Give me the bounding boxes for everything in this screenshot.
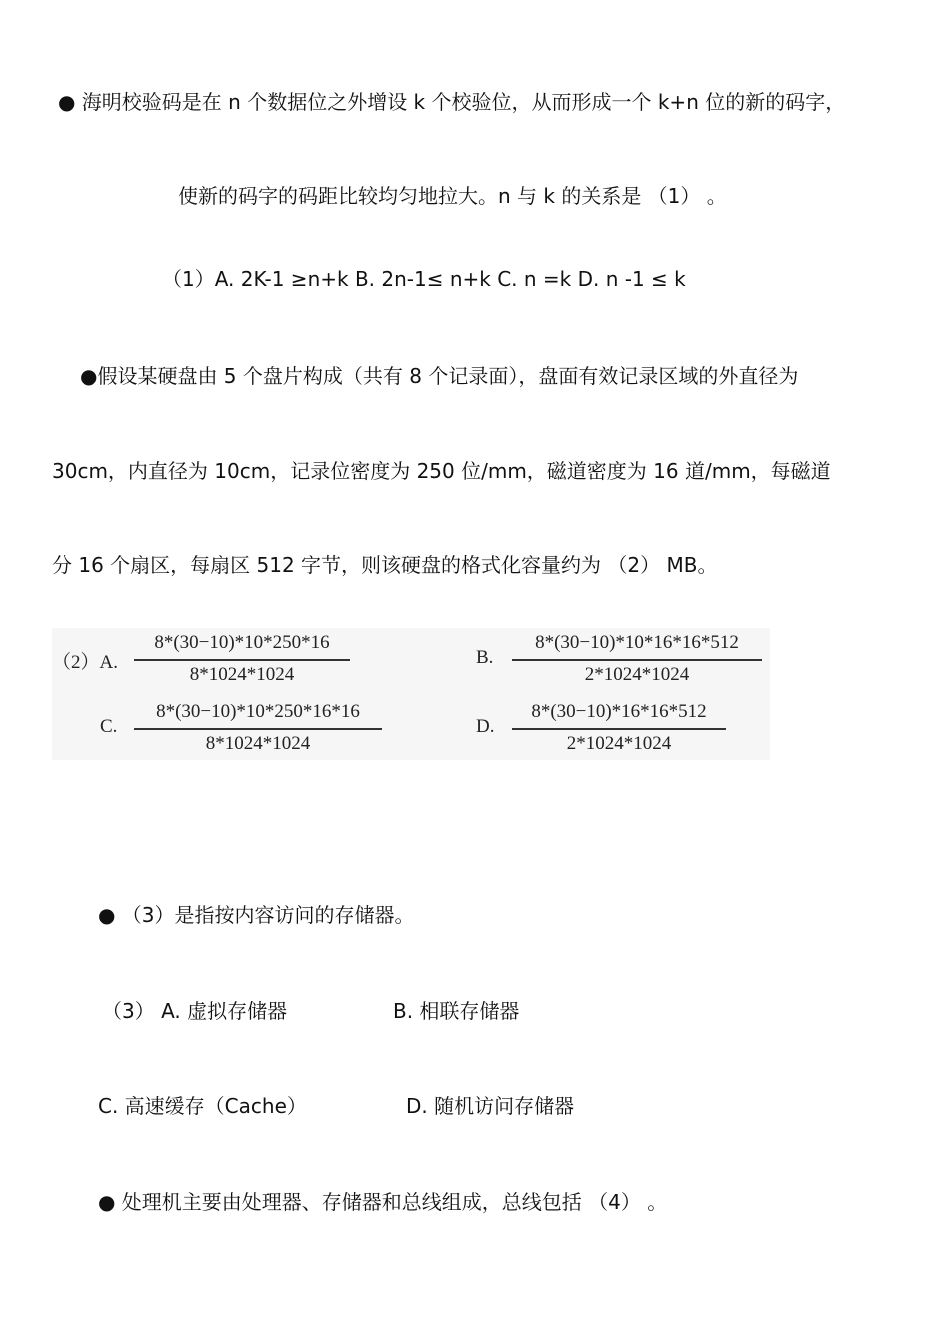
q2-option-d-fraction-bar <box>512 728 726 730</box>
q2-stem-line2: 30cm，内直径为 10cm，记录位密度为 250 位/mm，磁道密度为 16 道/mm，每磁道 <box>52 459 831 483</box>
q2-option-a-numerator: 8*(30−10)*10*250*16 <box>154 632 330 653</box>
q4-stem: ● 处理机主要由处理器、存储器和总线组成，总线包括 （4） 。 <box>98 1190 668 1214</box>
q2-option-a-fraction-bar <box>134 659 350 661</box>
q1-stem-line1: ● 海明校验码是在 n 个数据位之外增设 k 个校验位，从而形成一个 k+n 位的新的码字， <box>58 90 846 114</box>
q2-option-a-denominator: 8*1024*1024 <box>189 664 295 685</box>
q2-option-b-fraction-bar <box>512 659 762 661</box>
q1-options: （1）A. 2K-1 ≥n+k B. 2n-1≤ n+k C. n =k D. n -1 ≤ k <box>162 267 686 291</box>
q1-stem-line2: 使新的码字的码距比较均匀地拉大。n 与 k 的关系是 （1） 。 <box>178 184 727 208</box>
q2-option-b-label: B. <box>476 647 494 668</box>
q2-option-c-numerator: 8*(30−10)*10*250*16*16 <box>156 701 360 722</box>
q2-option-d-label: D. <box>476 716 495 737</box>
q2-option-c-denominator: 8*1024*1024 <box>205 733 311 754</box>
q2-stem-line3: 分 16 个扇区，每扇区 512 字节，则该硬盘的格式化容量约为 （2） MB。 <box>52 553 718 577</box>
q2-option-b-denominator: 2*1024*1024 <box>584 664 690 685</box>
q3-option-d: D. 随机访问存储器 <box>406 1094 575 1118</box>
q3-option-b: B. 相联存储器 <box>393 999 520 1023</box>
q2-option-c-fraction-bar <box>134 728 382 730</box>
q3-stem: ● （3）是指按内容访问的存储器。 <box>98 903 415 927</box>
q3-option-c: C. 高速缓存（Cache） <box>98 1094 307 1118</box>
q2-option-c-label: C. <box>100 716 118 737</box>
q2-options-figure <box>52 628 770 760</box>
q2-stem-line1: ●假设某硬盘由 5 个盘片构成（共有 8 个记录面），盘面有效记录区域的外直径为 <box>80 364 799 388</box>
q2-option-b-numerator: 8*(30−10)*10*16*16*512 <box>535 632 739 653</box>
q2-option-a-label: （2）A. <box>52 652 118 673</box>
q2-option-d-denominator: 2*1024*1024 <box>566 733 672 754</box>
q3-option-a: （3） A. 虚拟存储器 <box>102 999 288 1023</box>
q2-option-d-numerator: 8*(30−10)*16*16*512 <box>531 701 707 722</box>
